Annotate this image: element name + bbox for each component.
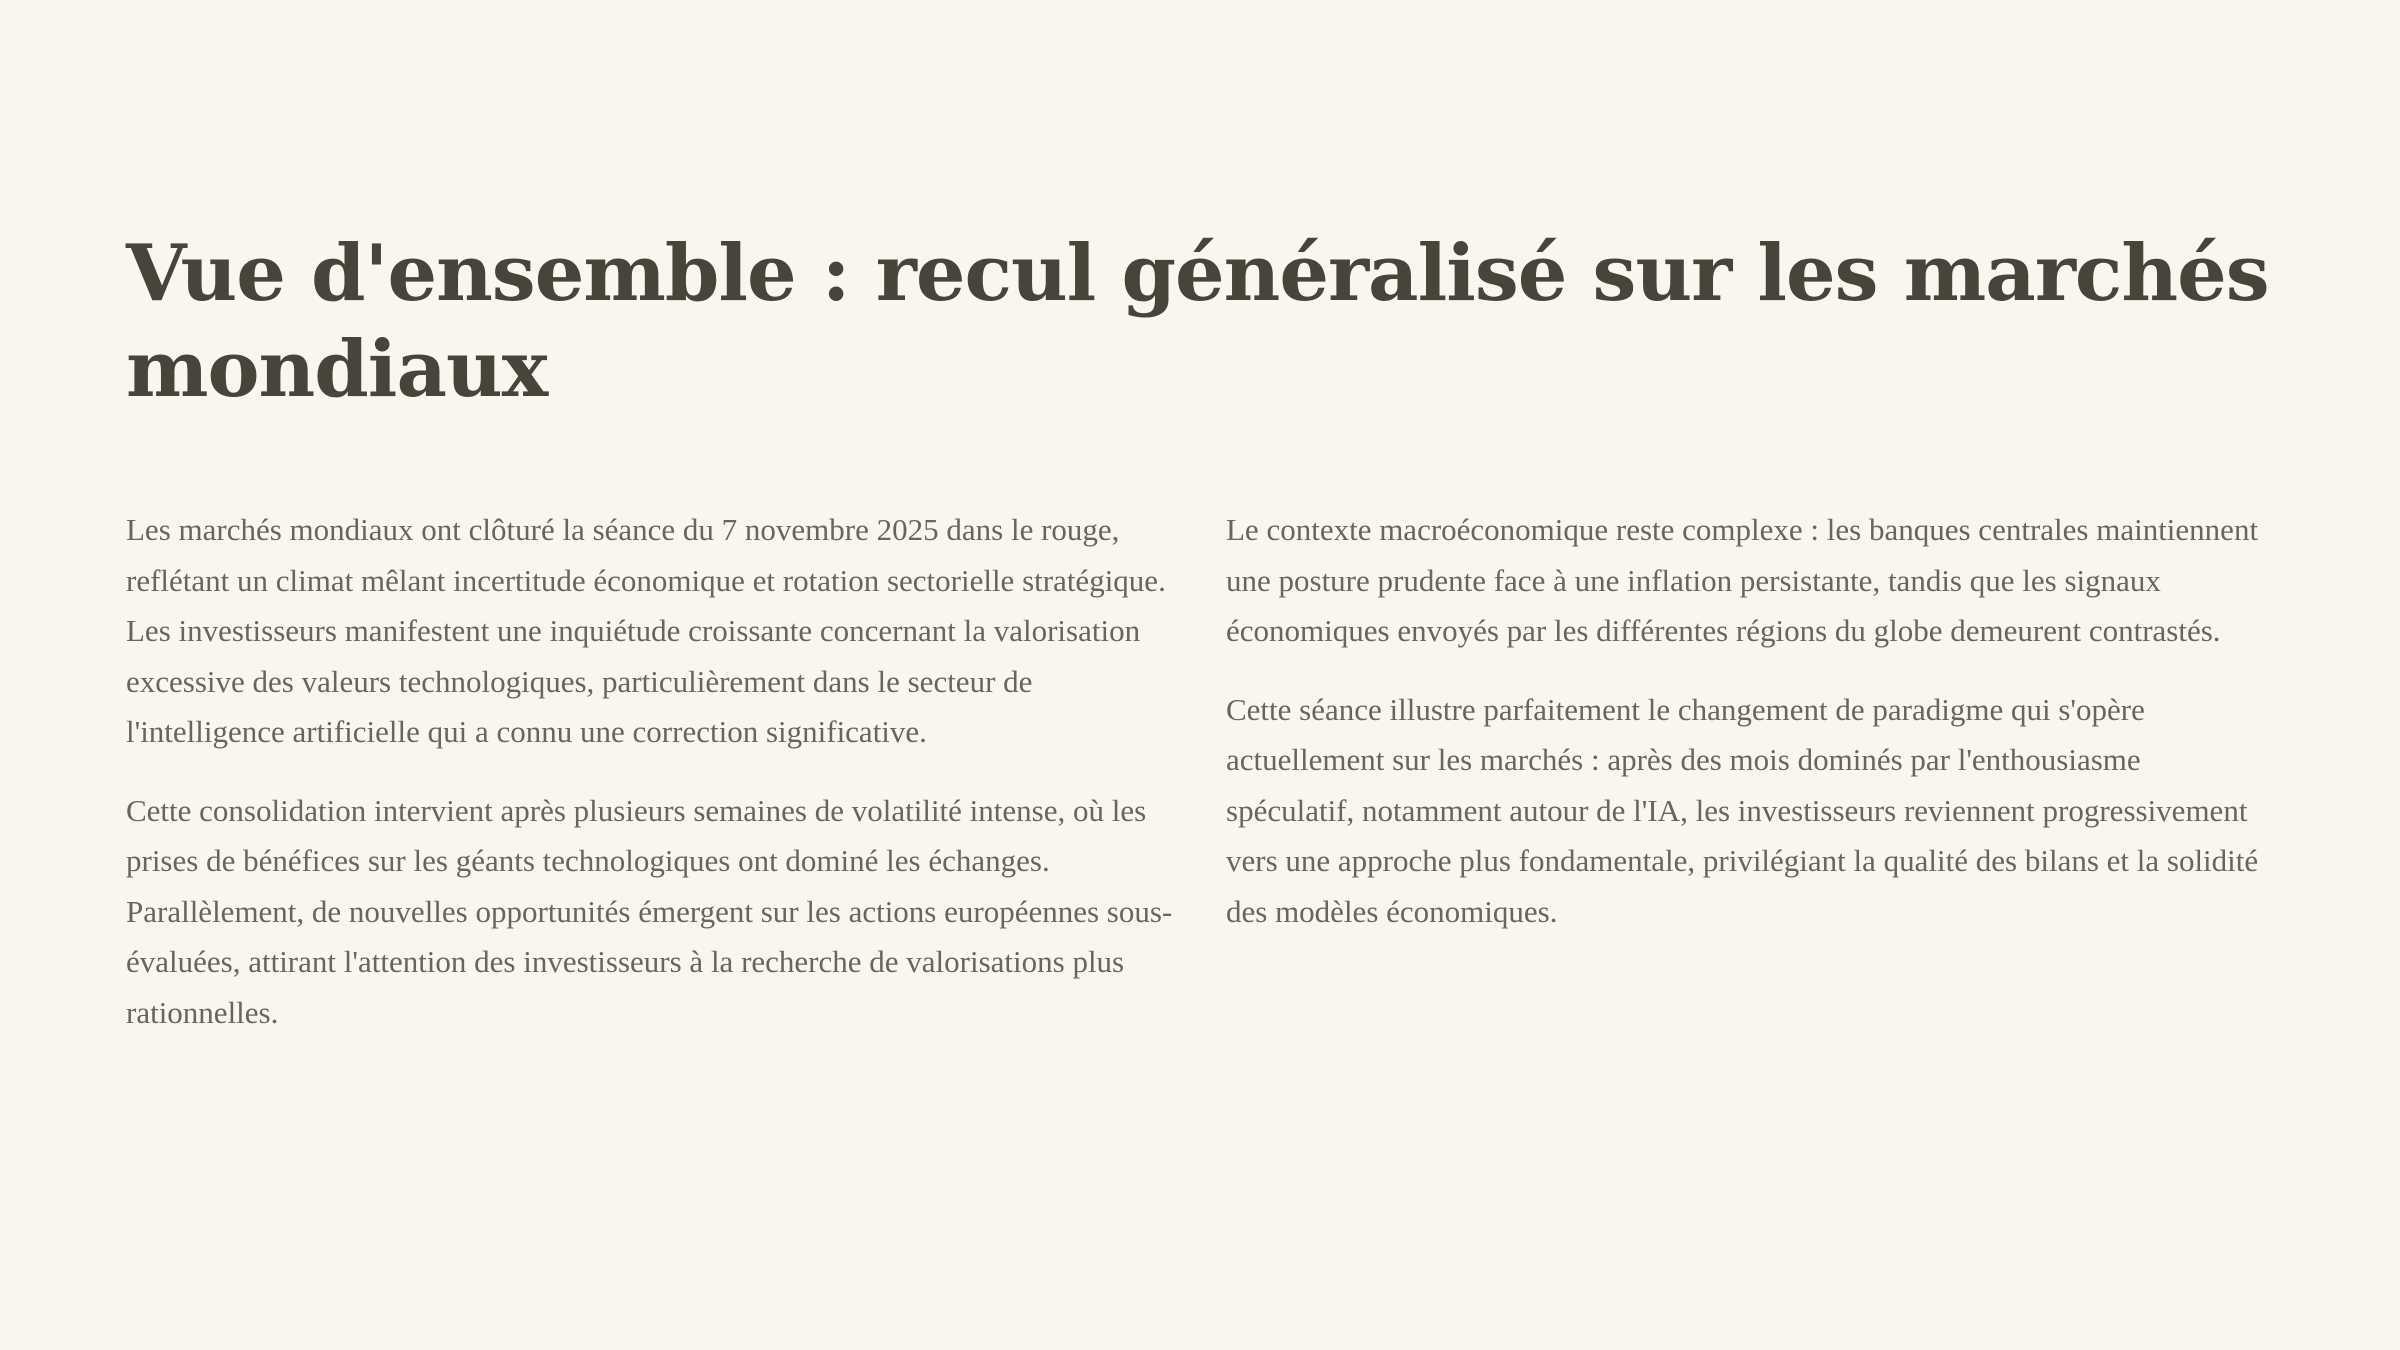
paragraph: Le contexte macroéconomique reste complexe : les banques centrales maintiennent une posture prudente face à une inflation persistante, tandis que les signaux économiques envoyés par les différentes régions du globe demeurent contrastés. xyxy=(1226,512,2259,648)
right-column xyxy=(1226,505,2276,1066)
left-column xyxy=(126,505,1176,1066)
paragraph: Les marchés mondiaux ont clôturé la séance du 7 novembre 2025 dans le rouge, reflétant un climat mêlant incertitude économique et rotation sectorielle stratégique. Les investisseurs manifestent une inquiétude croissante concernant la valorisation excessive des valeurs technologiques, particulièrement dans le secteur de l'intelligence artificielle qui a connu une correction significative. xyxy=(126,512,1166,749)
paragraph: Cette consolidation intervient après plusieurs semaines de volatilité intense, où les prises de bénéfices sur les géants technologiques ont dominé les échanges. Parallèlement, de nouvelles opportunités émergent sur les actions européennes sous-évaluées, attirant l'attention des investisseurs à la recherche de valorisations plus rationnelles. xyxy=(126,792,1173,1030)
paragraph: Cette séance illustre parfaitement le changement de paradigme qui s'opère actuellement sur les marchés : après des mois dominés par l'enthousiasme spéculatif, notamment autour de l'IA, les investisseurs reviennent progressivement vers une approche plus fondamentale, privilégiant la qualité des bilans et la solidité des modèles économiques. xyxy=(1226,691,2259,929)
text-columns xyxy=(126,505,2276,1066)
page-title: Vue d'ensemble : recul généralisé sur les marchés mondiaux xyxy=(126,228,2269,415)
